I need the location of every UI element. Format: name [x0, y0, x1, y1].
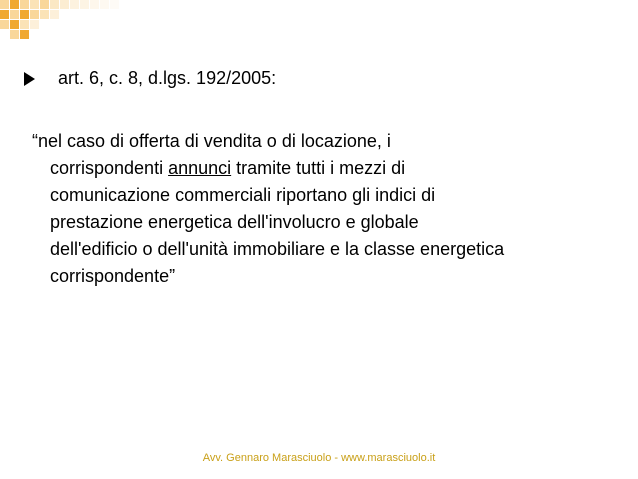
quote-line-2-before: corrispondenti [50, 158, 169, 178]
logo-decoration [0, 0, 160, 40]
quote-line-5: dell'edificio o dell'unità immobiliare e la classe energetica [50, 239, 505, 259]
bullet-arrow-icon [24, 72, 35, 86]
bullet-text: art. 6, c. 8, d.lgs. 192/2005: [58, 68, 277, 88]
footer-credit: Avv. Gennaro Marasciuolo - www.marasciuolo.it [202, 452, 436, 464]
bullet-item [24, 68, 276, 89]
quote-line-2-after: tramite tutti i mezzi di [231, 158, 406, 178]
quote-line-3: comunicazione commerciali riportano gli indici di [50, 185, 436, 205]
quote-paragraph [32, 128, 612, 290]
quote-line-6: corrispondente” [50, 266, 176, 286]
quote-line-1: “nel caso di offerta di vendita o di locazione, i [32, 131, 391, 151]
annunci-link[interactable]: annunci [168, 158, 232, 178]
quote-line-4: prestazione energetica dell'involucro e globale [50, 212, 419, 232]
quote-line-2 [32, 155, 612, 182]
